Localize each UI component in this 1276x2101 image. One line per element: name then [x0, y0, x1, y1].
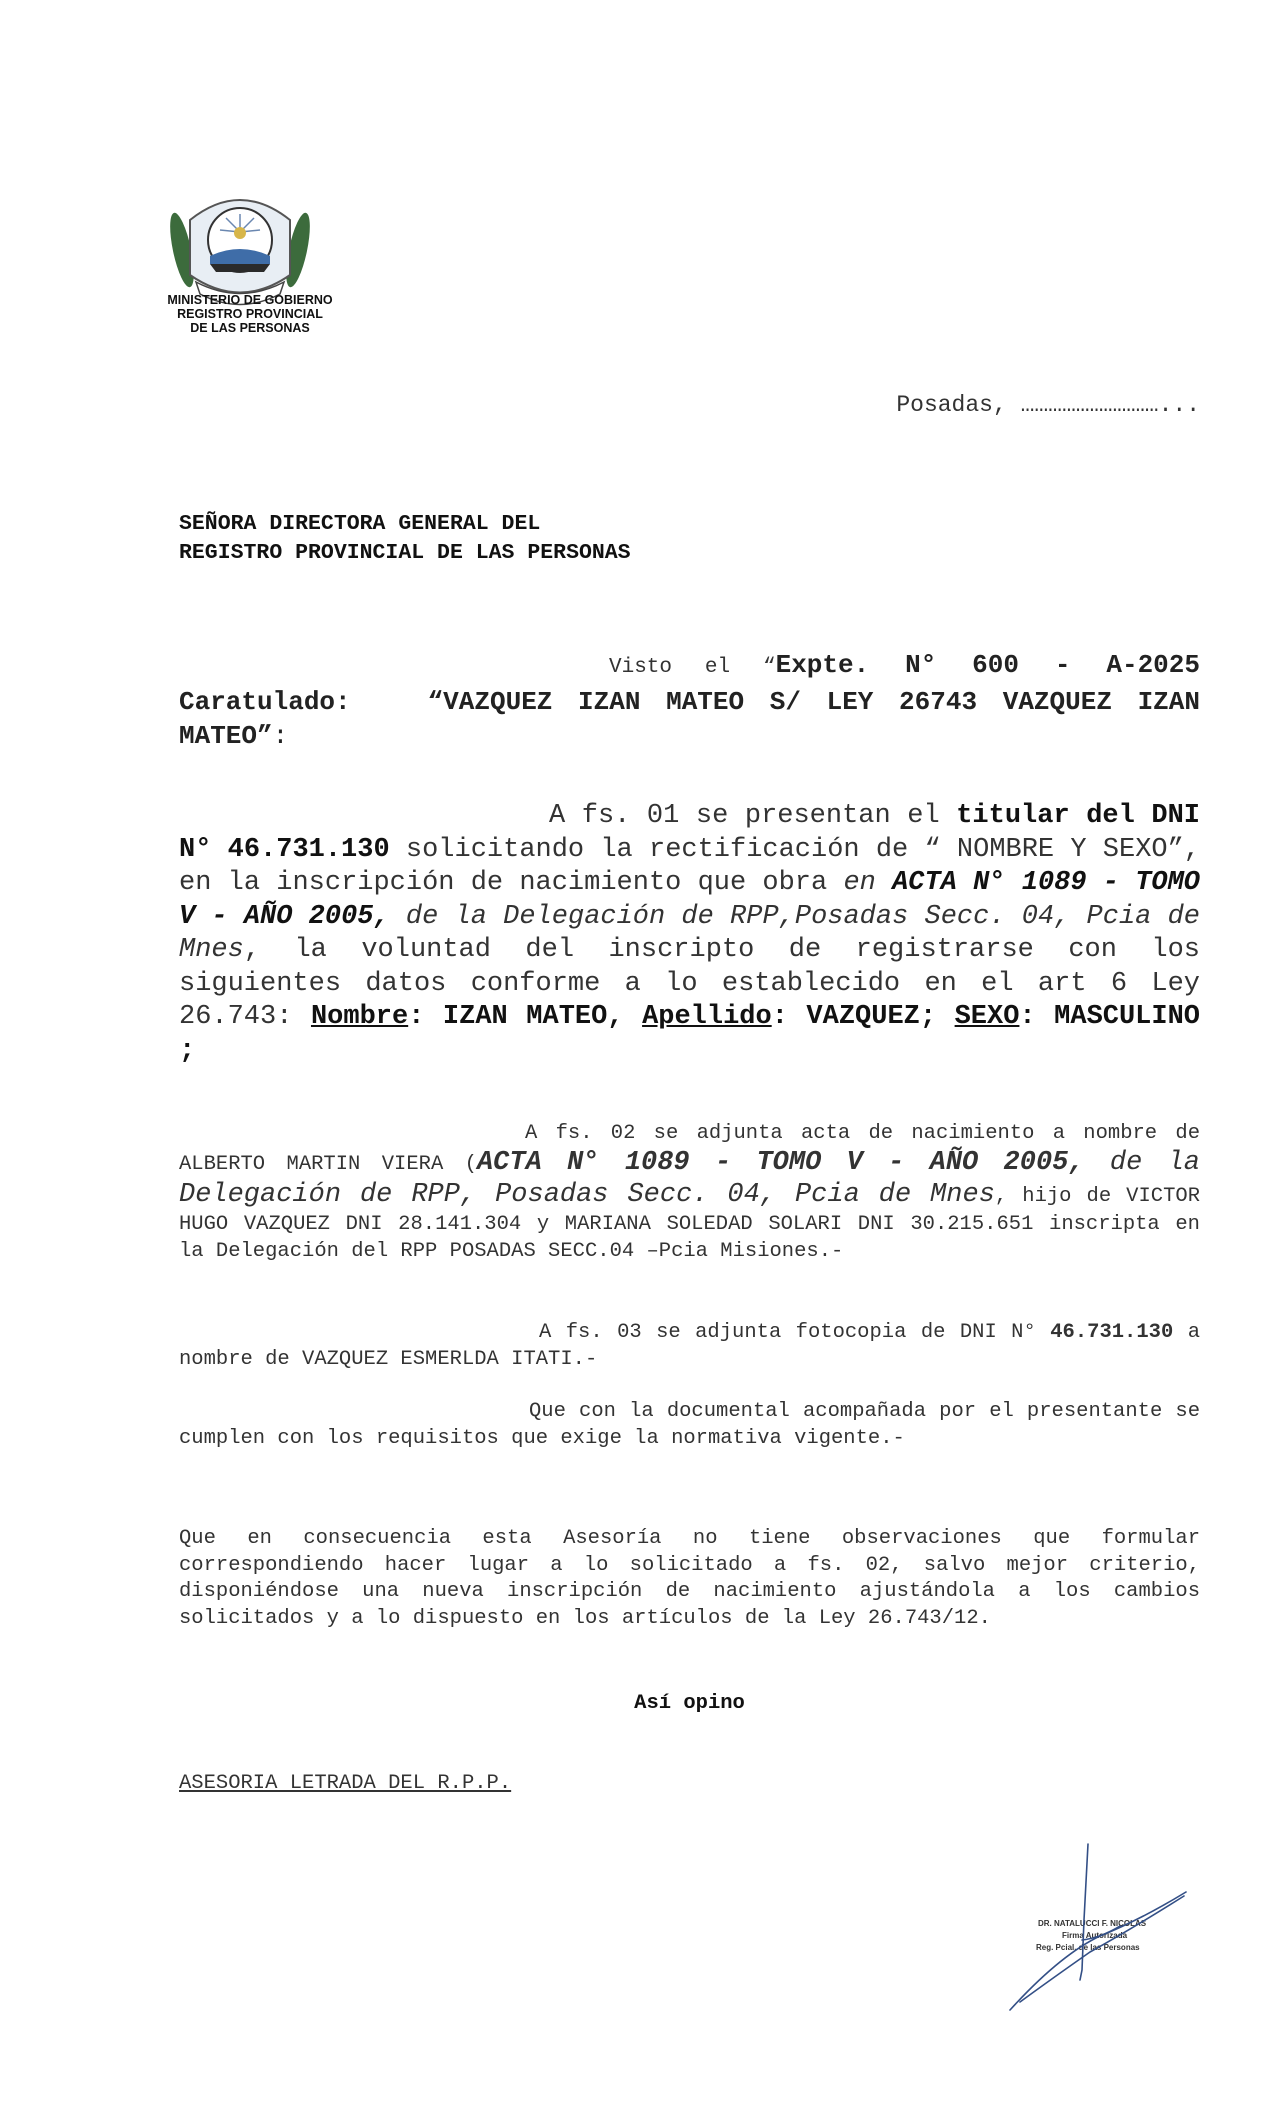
caratulado-label: Caratulado:: [179, 687, 351, 717]
p1-text-1: A fs. 01 se presentan el: [549, 801, 957, 831]
closing-statement: Así opino: [634, 1692, 745, 1715]
date-line: Posadas, …………………………...: [896, 392, 1200, 418]
apellido-value: : VAZQUEZ;: [771, 1002, 955, 1032]
stamp-line-3: Reg. Pcial. de las Personas: [1036, 1943, 1140, 1952]
p1-text-2: solicitando la rectificación de “ NOMBRE Y SEXO”, en la inscripción de nacimiento que obra: [179, 834, 1200, 898]
p2-italic-1: de la Delegación de RPP, Posadas Secc. 04, Pcia de Mnes: [179, 1148, 1200, 1210]
ministry-line-2: REGISTRO PROVINCIAL: [177, 307, 323, 321]
p3-text-1: A fs. 03 se adjunta fotocopia de DNI N°: [539, 1321, 1036, 1344]
caratulado-value: “VAZQUEZ IZAN MATEO S/ LEY 26743 VAZQUEZ IZAN MATEO”: [179, 687, 1200, 751]
paragraph-fs-02: [179, 1120, 1200, 1265]
p1-italic-1: en: [843, 868, 893, 898]
addressee-line-1: SEÑORA DIRECTORA GENERAL DEL: [179, 512, 541, 536]
ministry-line-3: DE LAS PERSONAS: [190, 321, 310, 335]
p2-acta: ACTA N° 1089 - TOMO V - AÑO 2005,: [476, 1148, 1085, 1178]
p1-dni: titular del DNI N° 46.731.130: [179, 801, 1200, 865]
visto-paragraph: [179, 648, 1200, 753]
paragraph-fs-01: [179, 800, 1200, 1068]
ministry-line-1: MINISTERIO DE GOBIERNO: [167, 293, 333, 307]
p1-text-3: , la voluntad del inscripto de registrarse con los siguientes datos conforme a lo establecido en el art 6 Ley 26.743:: [179, 935, 1200, 1032]
addressee: [179, 510, 631, 568]
nombre-label: Nombre: [310, 1002, 409, 1032]
p2-text-1: A fs. 02 se adjunta acta de nacimiento a nombre de ALBERTO MARTIN VIERA (: [179, 1122, 1200, 1176]
paragraph-fs-03: [179, 1319, 1200, 1373]
apellido-label: Apellido: [642, 1002, 772, 1032]
p1-acta: ACTA N° 1089 - TOMO V - AÑO 2005,: [179, 868, 1201, 932]
p2-text-2: , hijo de VICTOR HUGO VAZQUEZ DNI 28.141.304 y MARIANA SOLEDAD SOLARI DNI 30.215.651 inscripta en la Delegación del RPP POSADAS SECC.04 –Pcia Misiones.-: [179, 1185, 1200, 1263]
nombre-value: : IZAN MATEO,: [408, 1002, 643, 1032]
p3-dni: 46.731.130: [1050, 1321, 1174, 1344]
office-signature-line: ASESORIA LETRADA DEL R.P.P.: [179, 1772, 512, 1795]
addressee-line-2: REGISTRO PROVINCIAL DE LAS PERSONAS: [179, 541, 631, 565]
visto-end: :: [272, 721, 289, 751]
sexo-value: : MASCULINO ;: [179, 1002, 1200, 1066]
stamp-line-1: DR. NATALUCCI F. NICOLAS: [1038, 1919, 1147, 1928]
p4-text: Que con la documental acompañada por el presentante se cumplen con los requisitos que exige la normativa vigente.-: [179, 1400, 1200, 1450]
visto-lead: Visto el “: [609, 656, 776, 679]
signature-stamp: [990, 1840, 1210, 2020]
expte-number: Expte. N° 600 - A-2025: [775, 650, 1200, 680]
paragraph-consecuencia: Que en consecuencia esta Asesoría no tiene observaciones que formular correspondiendo hacer lugar a lo solicitado a fs. 02, salvo mejor criterio, disponiéndose una nueva inscripción de nacimiento ajustándola a los cambios solicitados y a lo dispuesto en los artículos de la Ley 26.743/12.: [179, 1527, 1200, 1630]
ministry-header: [150, 293, 350, 335]
paragraph-documental: [179, 1398, 1200, 1452]
p1-italic-2: de la Delegación de RPP,Posadas Secc. 04, Pcia de Mnes: [179, 901, 1200, 965]
sexo-label: SEXO: [954, 1002, 1020, 1032]
p3-text-2: a nombre de VAZQUEZ ESMERLDA ITATI.-: [179, 1321, 1200, 1371]
stamp-line-2: Firma Autorizada: [1062, 1931, 1128, 1940]
